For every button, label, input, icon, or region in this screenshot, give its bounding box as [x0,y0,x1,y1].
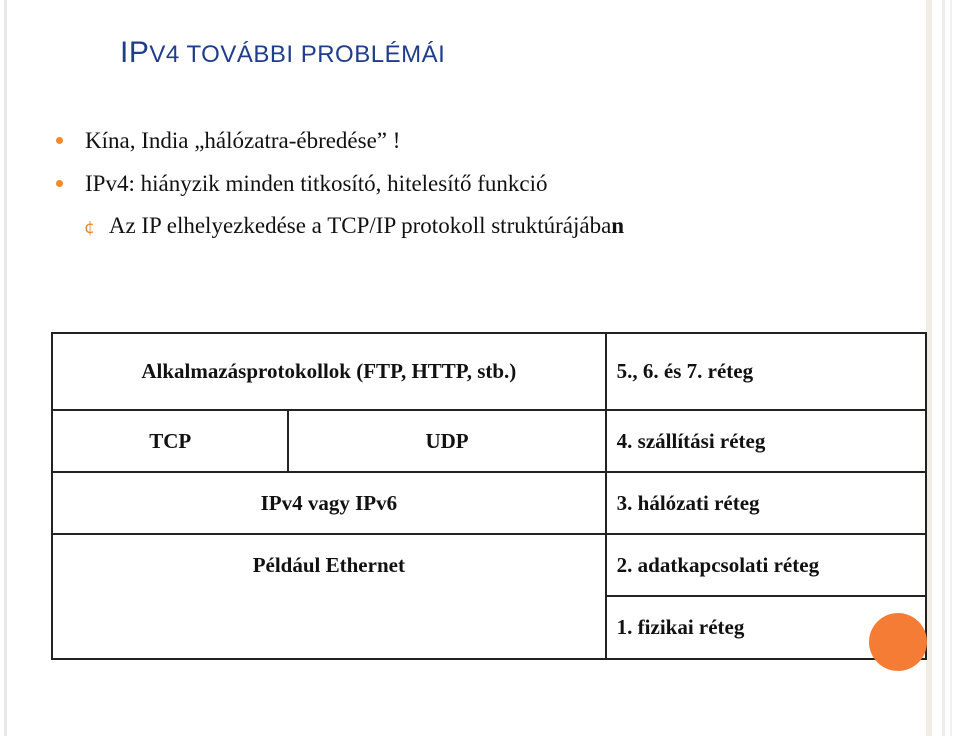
slide-frame-left [4,0,7,736]
layer-label-cell: 4. szállítási réteg [606,410,926,472]
layer-label-cell: 3. hálózati réteg [606,472,926,534]
title-rest: V4 TOVÁBBI PROBLÉMÁI [149,41,446,68]
bullet-text: Kína, India „hálózatra-ébredése” ! [85,128,401,153]
empty-cell [52,596,606,659]
table-row [52,472,926,534]
layer-label-cell: 5., 6. és 7. réteg [606,333,926,410]
slide-frame-right-line [942,0,945,736]
slide-title [120,36,445,70]
table-row [52,333,926,410]
bullet-dot-icon [56,137,63,144]
decorative-circle [869,613,927,671]
table-row [52,410,926,472]
cent-bullet-icon: ¢ [84,218,95,238]
table-row [52,534,926,596]
slide-frame-right-line-2 [950,0,952,736]
link-protocol-cell: Például Ethernet [52,534,606,596]
tcp-ip-layer-table [51,332,927,660]
sub-bullet-last-char: n [611,213,625,238]
tcp-cell: TCP [52,410,288,472]
layer-label-cell: 2. adatkapcsolati réteg [606,534,926,596]
bullet-item [56,128,400,154]
bullet-text: IPv4: hiányzik minden titkosító, hitelesítő funkció [85,171,548,196]
udp-cell: UDP [288,410,605,472]
layer-label-cell: 1. fizikai réteg [606,596,926,659]
table-row [52,596,926,659]
ip-version-cell: IPv4 vagy IPv6 [52,472,606,534]
bullet-dot-icon [56,180,63,187]
sub-bullet-text: Az IP elhelyezkedése a TCP/IP protokoll struktúrájába [108,213,612,238]
bullet-item [56,171,548,197]
sub-bullet-item [84,213,624,239]
title-first: IP [120,36,150,69]
application-protocols-cell: Alkalmazásprotokollok (FTP, HTTP, stb.) [52,333,606,410]
